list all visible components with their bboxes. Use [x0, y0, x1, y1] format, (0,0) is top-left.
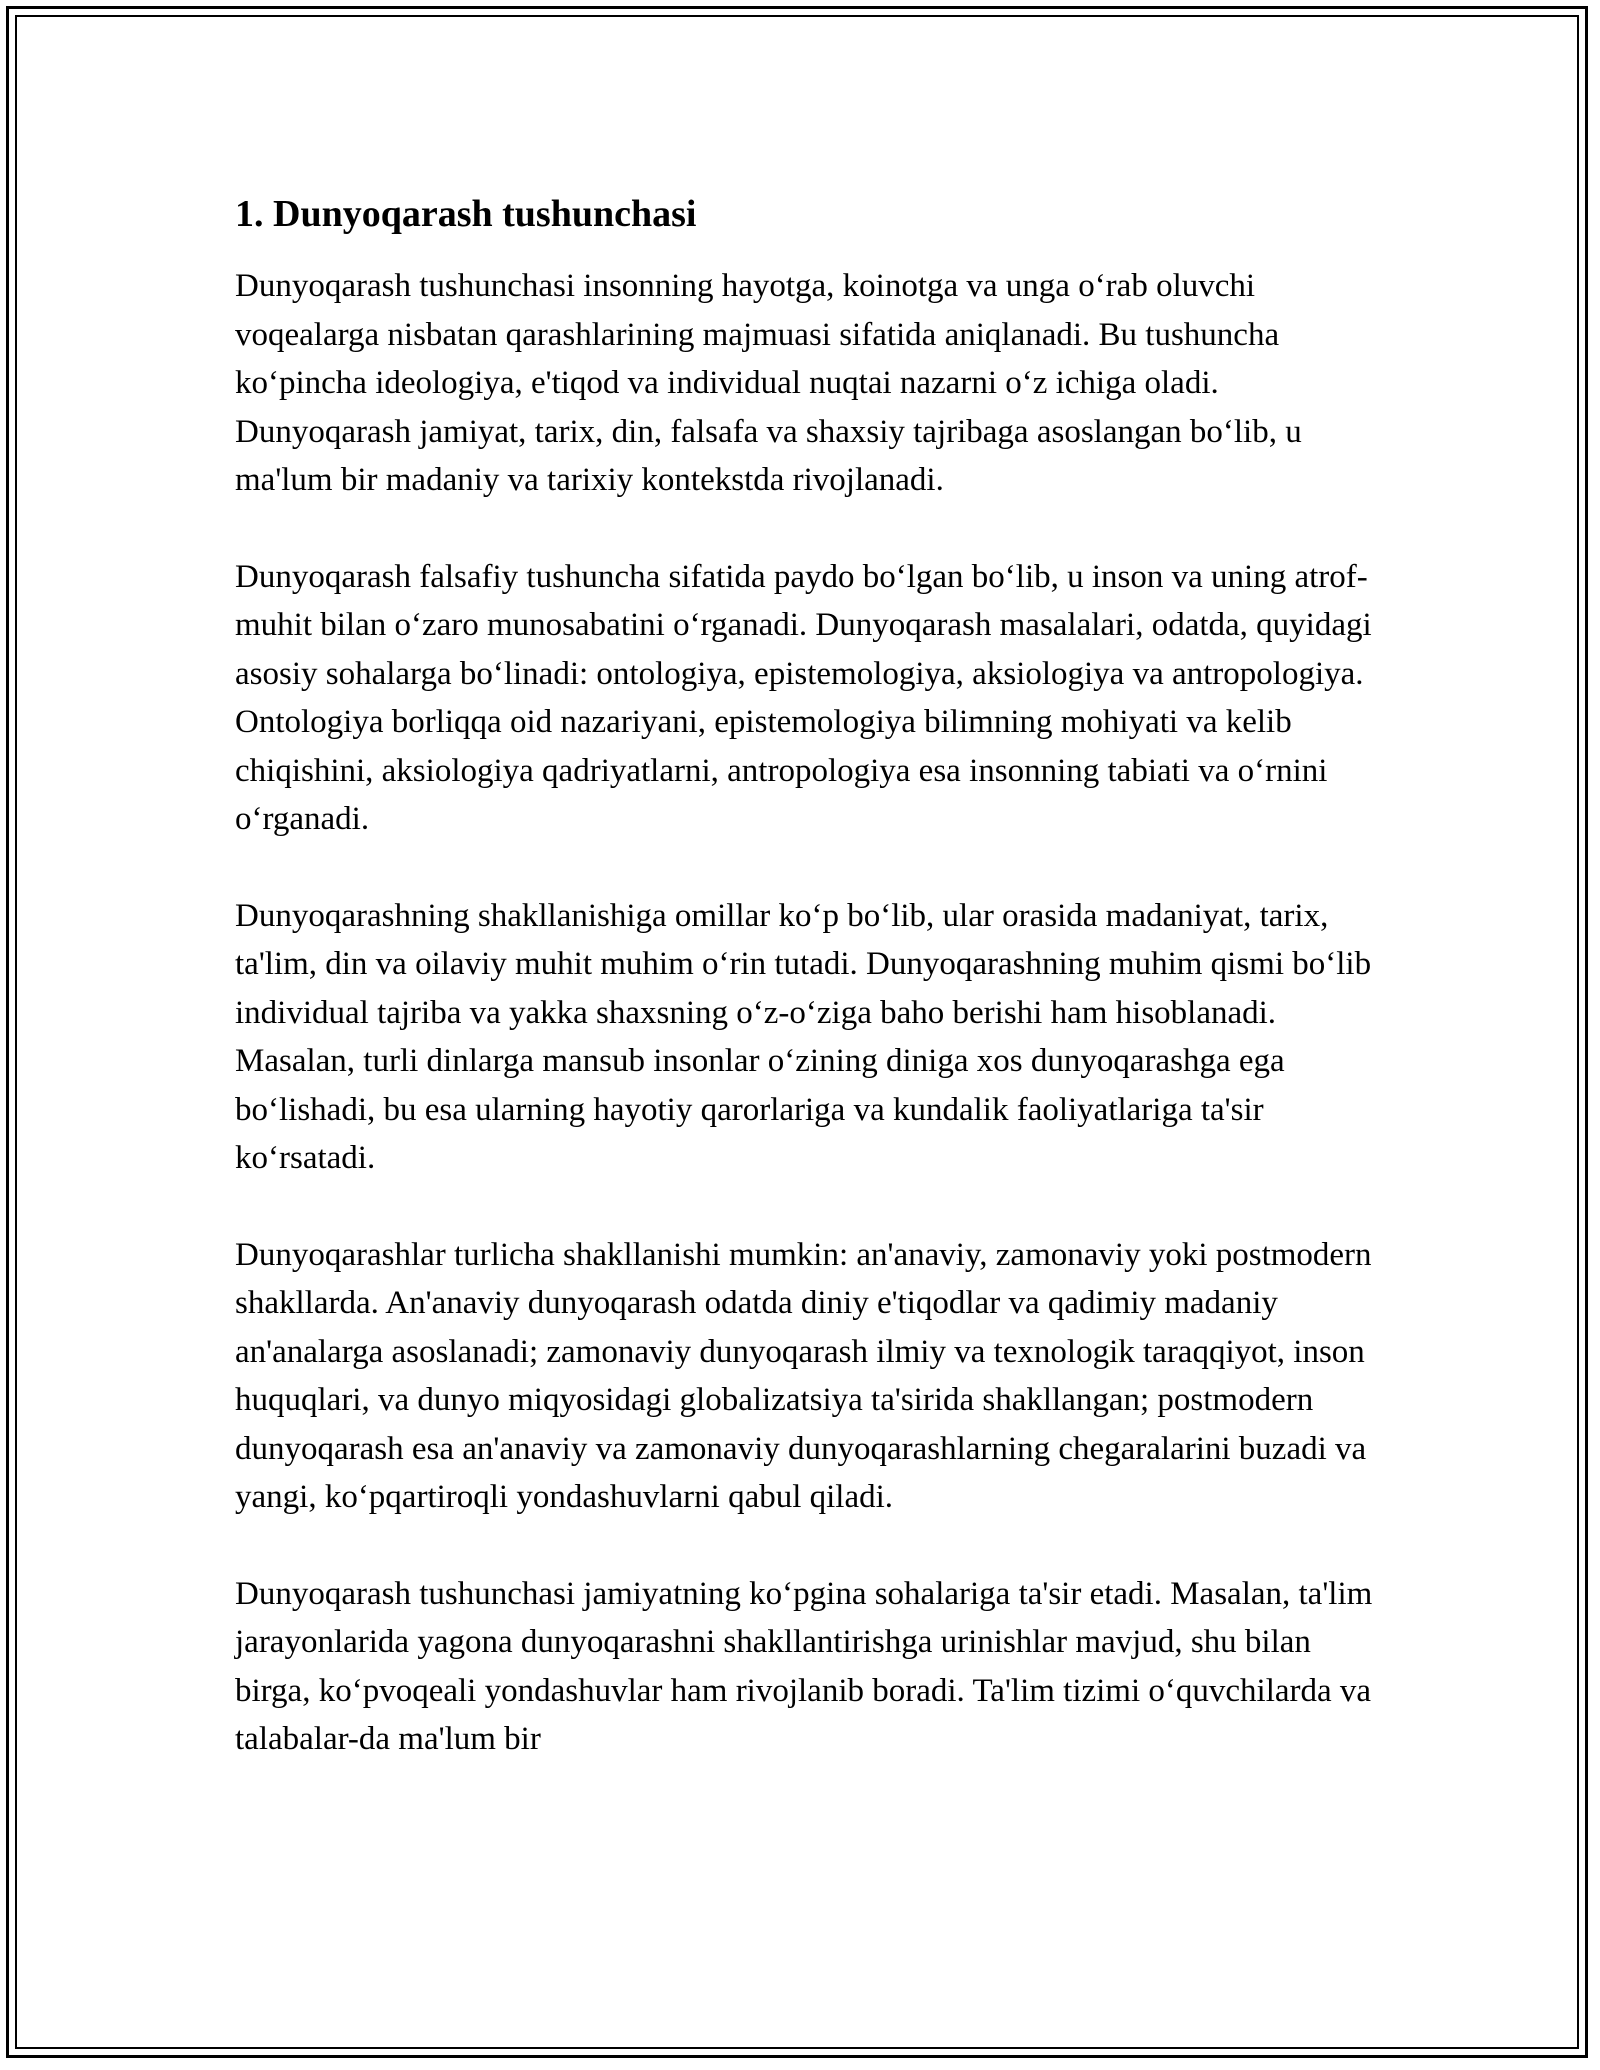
paragraph-4: Dunyoqarashlar turlicha shakllanishi mumkin: an'anaviy, zamonaviy yoki postmodern shakllarda. An'anaviy dunyoqarash odatda diniy e'tiqodlar va qadimiy madaniy an'analarga asoslanadi; zamonaviy dunyoqarash ilmiy va texnologik taraqqiyot, inson huquqlari, va dunyo miqyosidagi globalizatsiya ta'sirida shakllangan; postmodern dunyoqarash esa an'anaviy va zamonaviy dunyoqarashlarning chegaralarini buzadi va yangi, ko‘pqartiroqli yondashuvlarni qabul qiladi. — [235, 1236, 1372, 1515]
section-heading: 1. Dunyoqarash tushunchasi — [235, 193, 697, 235]
paragraph-5: Dunyoqarash tushunchasi jamiyatning ko‘pgina sohalariga ta'sir etadi. Masalan, ta'lim jarayonlarida yagona dunyoqarashni shakllantirishga urinishlar mavjud, shu bilan birga, ko‘pvoqeali yondashuvlar ham rivojlanib boradi. Ta'lim tizimi o‘quvchilarda va talabalar-da ma'lum bir — [235, 1575, 1373, 1757]
paragraph-3: Dunyoqarashning shakllanishiga omillar ko‘p bo‘lib, ular orasida madaniyat, tarix, ta'lim, din va oilaviy muhit muhim o‘rin tutadi. Dunyoqarashning muhim qismi bo‘lib individual tajriba va yakka shaxsning o‘z-o‘ziga baho berishi ham hisoblanadi. Masalan, turli dinlarga mansub insonlar o‘zining diniga xos dunyoqarashga ega bo‘lishadi, bu esa ularning hayotiy qarorlariga va kundalik faoliyatlariga ta'sir ko‘rsatadi. — [235, 897, 1372, 1176]
document-body — [235, 190, 1375, 1812]
paragraph-2: Dunyoqarash falsafiy tushuncha sifatida paydo bo‘lgan bo‘lib, u inson va uning atrof-muhit bilan o‘zaro munosabatini o‘rganadi. Dunyoqarash masalalari, odatda, quyidagi asosiy sohalarga bo‘linadi: ontologiya, epistemologiya, aksiologiya va antropologiya. Ontologiya borliqqa oid nazariyani, epistemologiya bilimning mohiyati va kelib chiqishini, aksiologiya qadriyatlarni, antropologiya esa insonning tabiati va o‘rnini o‘rganadi. — [235, 558, 1372, 837]
paragraph-1: Dunyoqarash tushunchasi insonning hayotga, koinotga va unga o‘rab oluvchi voqealarga nisbatan qarashlarining majmuasi sifatida aniqlanadi. Bu tushuncha ko‘pincha ideologiya, e'tiqod va individual nuqtai nazarni o‘z ichiga oladi. Dunyoqarash jamiyat, tarix, din, falsafa va shaxsiy tajribaga asoslangan bo‘lib, u ma'lum bir madaniy va tarixiy kontekstda rivojlanadi. — [235, 268, 1302, 498]
